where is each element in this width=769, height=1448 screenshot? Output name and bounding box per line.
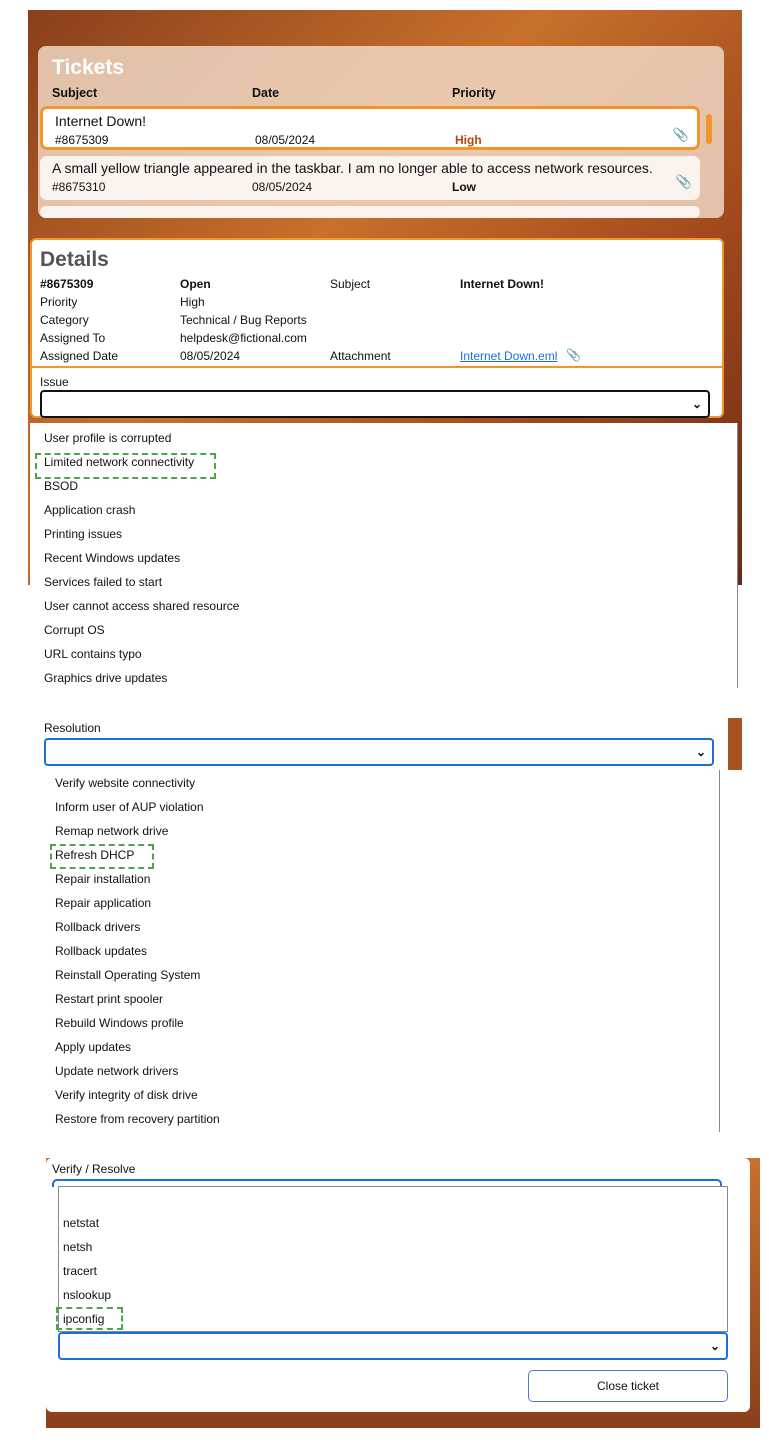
tickets-panel <box>38 46 724 218</box>
ticket-date: 08/05/2024 <box>255 133 316 147</box>
issue-label: Issue <box>40 375 69 389</box>
issue-highlight <box>35 453 216 479</box>
ticket-subject: A small yellow triangle appeared in the taskbar. I am no longer able to access network resources. <box>52 160 653 176</box>
dropdown-option[interactable]: Repair application <box>55 896 152 910</box>
dropdown-option[interactable]: Limited network connectivity <box>44 455 195 469</box>
ticket-subject: Internet Down! <box>55 113 147 129</box>
dropdown-option[interactable]: User profile is corrupted <box>44 431 172 445</box>
paperclip-icon: 📎 <box>675 174 692 189</box>
verify-label: Verify / Resolve <box>52 1162 136 1176</box>
background-strip <box>728 718 742 770</box>
tickets-scrollbar[interactable] <box>706 114 712 144</box>
ticket-row[interactable] <box>40 206 700 218</box>
dropdown-option[interactable]: Apply updates <box>55 1040 132 1054</box>
ticket-row[interactable] <box>40 106 700 150</box>
dropdown-option[interactable]: tracert <box>63 1264 98 1278</box>
dropdown-option[interactable]: Restart print spooler <box>55 992 164 1006</box>
dropdown-option[interactable]: Verify website connectivity <box>55 776 196 790</box>
header-priority[interactable]: Priority <box>452 86 496 100</box>
ticket-id: #8675310 <box>52 180 106 194</box>
details-title: Details <box>40 248 109 271</box>
dropdown-option[interactable]: Graphics drive updates <box>44 671 168 685</box>
dropdown-option[interactable]: Recent Windows updates <box>44 551 181 565</box>
resolution-select[interactable] <box>44 738 714 766</box>
priority-value: High <box>180 295 205 309</box>
verify-highlight <box>56 1307 123 1330</box>
dropdown-option[interactable]: Application crash <box>44 503 136 517</box>
dropdown-option[interactable]: Printing issues <box>44 527 123 541</box>
chevron-down-icon: ⌄ <box>695 745 706 759</box>
subject-label: Subject <box>330 277 371 291</box>
verify-dropdown-list <box>58 1186 728 1332</box>
category-label: Category <box>40 313 89 327</box>
resolution-label: Resolution <box>44 721 101 735</box>
divider <box>32 366 722 368</box>
ticket-id: #8675309 <box>40 277 94 291</box>
assigned-date-value: 08/05/2024 <box>180 349 241 363</box>
issue-select[interactable] <box>40 390 710 418</box>
paperclip-icon: 📎 <box>672 127 689 142</box>
dropdown-option[interactable]: BSOD <box>44 479 79 493</box>
ticket-id: #8675309 <box>55 133 109 147</box>
resolution-highlight <box>50 844 154 869</box>
dropdown-option[interactable]: Refresh DHCP <box>55 848 135 862</box>
dropdown-option[interactable]: Rollback drivers <box>55 920 141 934</box>
resolution-dropdown-list <box>44 770 720 1132</box>
dropdown-option[interactable]: Restore from recovery partition <box>55 1112 220 1126</box>
verify-select[interactable] <box>58 1332 728 1360</box>
paperclip-icon: 📎 <box>566 348 581 362</box>
subject-value: Internet Down! <box>460 277 544 291</box>
details-panel <box>30 238 724 418</box>
dropdown-option[interactable]: Remap network drive <box>55 824 169 838</box>
chevron-down-icon: ⌄ <box>691 397 702 411</box>
dropdown-option[interactable]: nslookup <box>63 1288 112 1302</box>
dropdown-option[interactable]: netsh <box>63 1240 93 1254</box>
attachment-link[interactable]: Internet Down.eml <box>460 349 558 363</box>
ticket-date: 08/05/2024 <box>252 180 313 194</box>
dropdown-option[interactable]: Corrupt OS <box>44 623 105 637</box>
ticket-status: Open <box>180 277 211 291</box>
dropdown-option[interactable]: ipconfig <box>63 1312 105 1326</box>
assigned-to-label: Assigned To <box>40 331 106 345</box>
dropdown-option[interactable]: Rebuild Windows profile <box>55 1016 184 1030</box>
dropdown-option[interactable]: User cannot access shared resource <box>44 599 240 613</box>
dropdown-option[interactable]: Reinstall Operating System <box>55 968 201 982</box>
chevron-down-icon: ⌄ <box>709 1339 720 1353</box>
assigned-to-value: helpdesk@fictional.com <box>180 331 307 345</box>
ticket-priority: High <box>455 133 482 147</box>
dropdown-option[interactable]: netstat <box>63 1216 100 1230</box>
dropdown-option[interactable]: Rollback updates <box>55 944 148 958</box>
tickets-title: Tickets <box>52 56 124 79</box>
header-subject[interactable]: Subject <box>52 86 98 100</box>
priority-label: Priority <box>40 295 78 309</box>
dropdown-option[interactable]: Services failed to start <box>44 575 163 589</box>
attachment-label: Attachment <box>330 349 391 363</box>
assigned-date-label: Assigned Date <box>40 349 119 363</box>
dropdown-option[interactable]: Repair installation <box>55 872 151 886</box>
category-value: Technical / Bug Reports <box>180 313 307 327</box>
dropdown-option[interactable]: Update network drivers <box>55 1064 179 1078</box>
dropdown-option[interactable]: Verify integrity of disk drive <box>55 1088 198 1102</box>
dropdown-option[interactable]: Inform user of AUP violation <box>55 800 204 814</box>
ticket-priority: Low <box>452 180 476 194</box>
header-date[interactable]: Date <box>252 86 280 100</box>
ticket-row[interactable] <box>40 156 700 200</box>
close-ticket-button[interactable]: Close ticket <box>528 1370 728 1402</box>
dropdown-option[interactable]: URL contains typo <box>44 647 142 661</box>
